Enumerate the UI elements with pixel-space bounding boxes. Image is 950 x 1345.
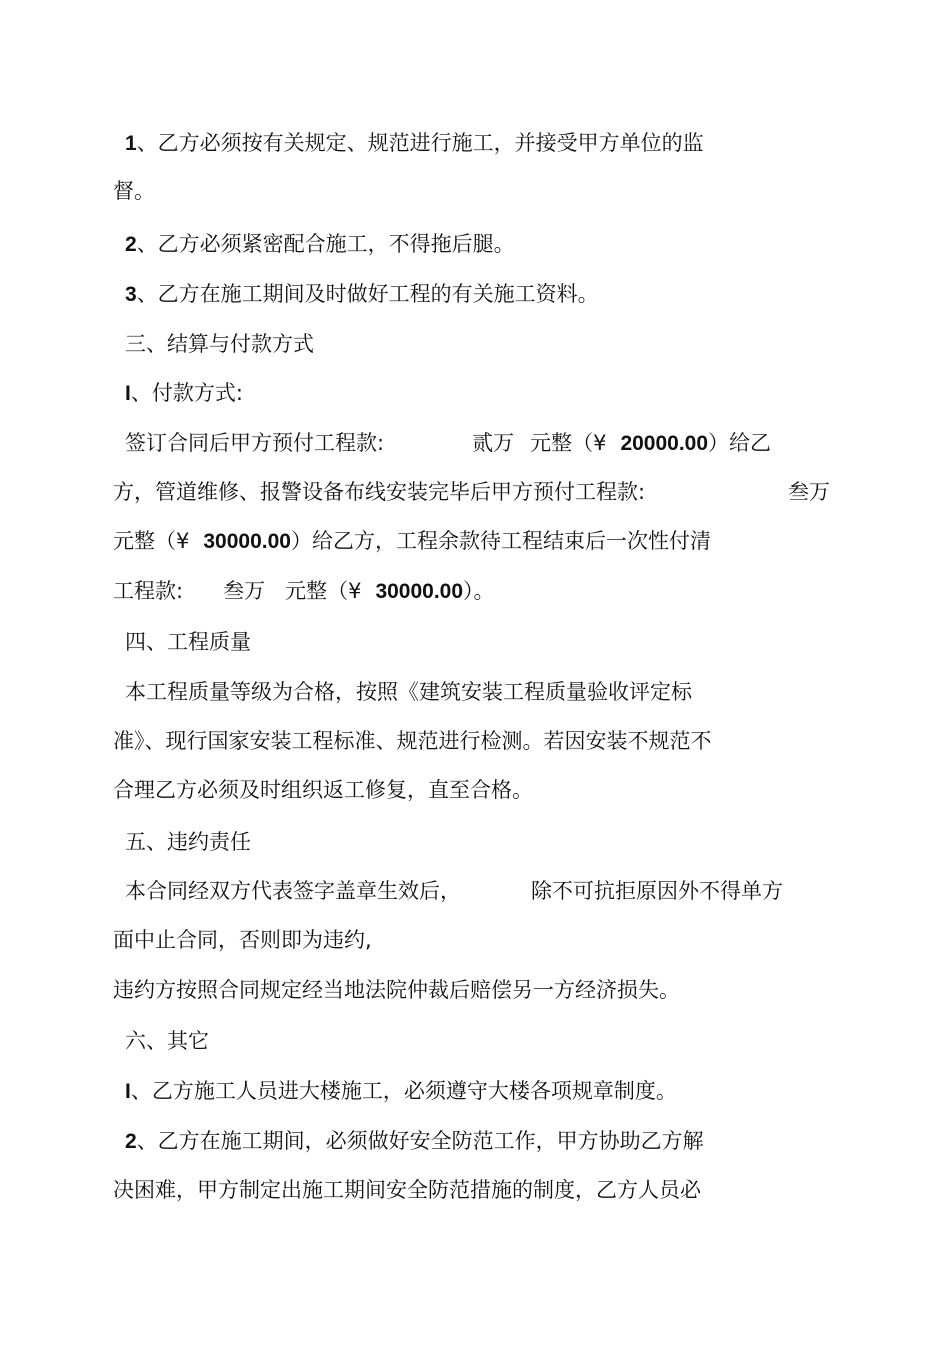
clause-text: 督。 [113, 179, 155, 203]
amount-figure: 30000.00 [375, 580, 464, 603]
payment-text: 方，管道维修、报警设备布线安装完毕后甲方预付工程款: [113, 480, 646, 504]
breach-line-1-cont: 除不可抗拒原因外不得单方 [531, 879, 783, 903]
section-heading-6: 六、其它 [125, 1029, 209, 1053]
clause-number: I [125, 382, 131, 405]
amount-unit: 元整（¥ [285, 579, 362, 603]
payment-text: ）。 [463, 579, 495, 603]
amount-words: 叁万 [223, 579, 266, 603]
section-heading-4: 四、工程质量 [125, 630, 251, 654]
payment-text: 工程款: [113, 579, 184, 603]
clause-6-2-continuation: 决困难，甲方制定出施工期间安全防范措施的制度，乙方人员必 [113, 1178, 701, 1202]
clause-6-1 [125, 1076, 677, 1106]
clause-number: 1 [125, 132, 137, 155]
payment-text: ）给乙方，工程余款待工程结束后一次性付清 [290, 529, 711, 553]
breach-line-1: 本合同经双方代表签字盖章生效后， [125, 879, 461, 903]
amount-unit: 元整（¥ [530, 431, 607, 455]
clause-text: 、乙方在施工期间及时做好工程的有关施工资料。 [136, 282, 599, 306]
payment-line-4 [113, 576, 495, 606]
clause-6-2 [125, 1126, 704, 1156]
clause-2-1-continuation [113, 176, 155, 206]
breach-line-2: 面中止合同，否则即为违约, [113, 928, 372, 952]
clause-text: 、付款方式: [130, 381, 243, 405]
clause-number: I [125, 1080, 131, 1103]
clause-number: 2 [125, 1130, 137, 1153]
quality-line-2: 准》、现行国家安装工程标准、规范进行检测。若因安装不规范不 [113, 729, 712, 753]
clause-2-3 [125, 279, 599, 309]
payment-line-2 [113, 477, 645, 507]
amount-figure: 20000.00 [620, 432, 709, 455]
clause-number: 3 [125, 283, 137, 306]
clause-text: 、乙方在施工期间，必须做好安全防范工作，甲方协助乙方解 [136, 1129, 704, 1153]
payment-line-3 [113, 526, 711, 556]
clause-text: 、乙方施工人员进大楼施工，必须遵守大楼各项规章制度。 [130, 1079, 677, 1103]
clause-3-1 [125, 378, 243, 408]
clause-2-2 [125, 229, 515, 259]
breach-line-3: 违约方按照合同规定经当地法院仲裁后赔偿另一方经济损失。 [113, 978, 680, 1002]
section-heading-5: 五、违约责任 [125, 830, 251, 854]
quality-line-1: 本工程质量等级为合格，按照《建筑安装工程质量验收评定标 [125, 680, 692, 704]
amount-words: 贰万 [472, 431, 515, 455]
quality-line-3: 合理乙方必须及时组织返工修复，直至合格。 [113, 778, 533, 802]
clause-2-1 [125, 128, 704, 158]
payment-line-2-amount: 叁万 [788, 480, 830, 504]
payment-line-1 [125, 428, 771, 458]
clause-text: 、乙方必须紧密配合施工，不得拖后腿。 [136, 232, 515, 256]
payment-text: 签订合同后甲方预付工程款: [125, 431, 385, 455]
clause-text: 、乙方必须按有关规定、规范进行施工，并接受甲方单位的监 [136, 131, 704, 155]
payment-text: ）给乙 [708, 431, 772, 455]
clause-number: 2 [125, 233, 137, 256]
section-heading-3: 三、结算与付款方式 [125, 332, 314, 356]
amount-unit: 元整（¥ [113, 529, 190, 553]
amount-figure: 30000.00 [203, 530, 291, 553]
